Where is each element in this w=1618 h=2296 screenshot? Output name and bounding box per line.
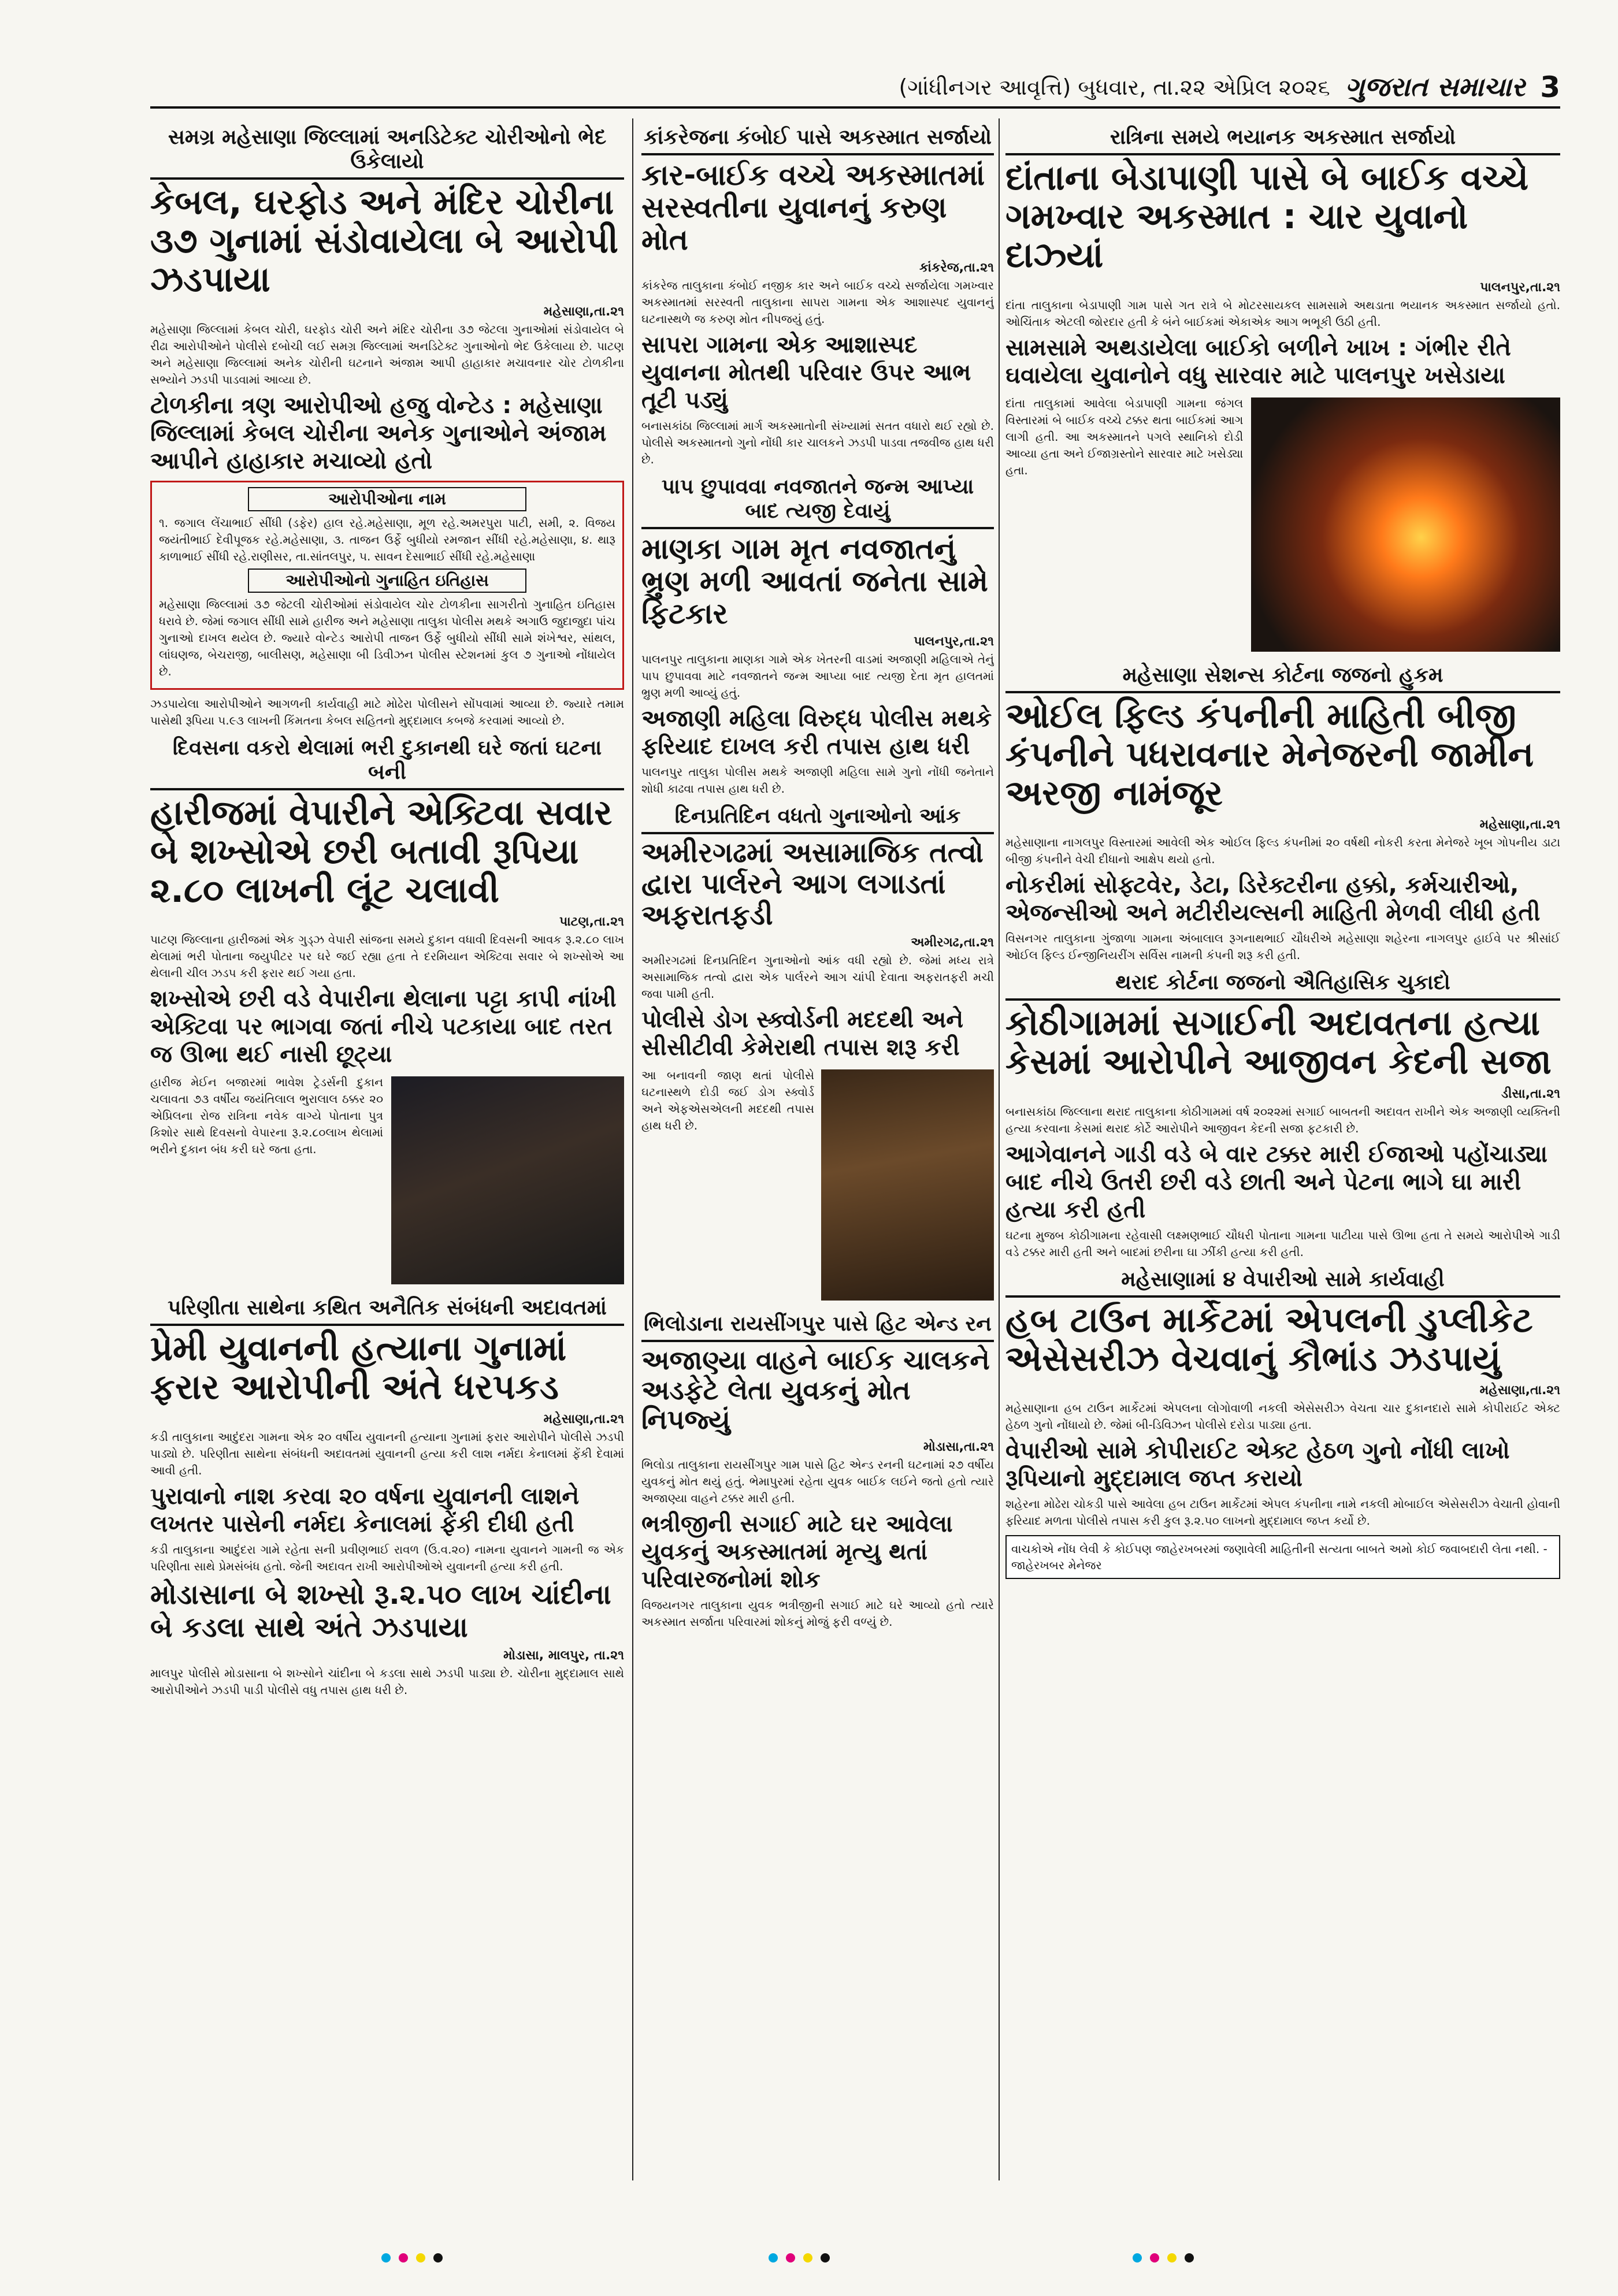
article-body: મહેસાણાના નાગલપુર વિસ્તારમાં આવેલી એક ઓઈલ ફિલ્ડ કંપનીમાં ૨૦ વર્ષથી નોકરી કરતા મેનેજરે ખૂબ ગોપનીય ડાટા બીજી કંપનીને વેચી દીધાનો આક્ષેપ થયો હતો. (1005, 835, 1560, 867)
box-title: આરોપીઓનો ગુનાહિત ઇતિહાસ (248, 569, 526, 593)
article-body: હારીજ મેઈન બજારમાં ભાવેશ ટ્રેડર્સની દુકાન ચલાવતા ૭૩ વર્ષીય જયંતિલાલ ભુરાલાલ ઠક્કર ૨૦ એપ્રિલના રોજ રાત્રિના નવેક વાગ્યે પોતાના પુત્ર કિશોર સાથે દિવસનો વેપારના રૂ.૨.૮૦લાખ થેલામાં ભરીને દુકાન બંધ કરી ઘરે જતા હતા. (150, 1075, 383, 1157)
article-subheadline: વેપારીઓ સામે કોપીરાઈટ એક્ટ હેઠળ ગુનો નોંધી લાખો રૂપિયાનો મુદ્દામાલ જપ્ત કરાયો (1005, 1437, 1510, 1492)
article-body: દાંતા તાલુકાના બેડાપાણી ગામ પાસે ગત રાત્રે બે મોટરસાયકલ સામસામે અથડાતા ભયાનક અકસ્માત સર્જાયો હતો. ઓચિંતાક એટલી જોરદાર હતી કે બંને બાઈકમાં એકાએક આગ ભભૂકી ઉઠી હતી. (1005, 298, 1560, 329)
article-body: આ બનાવની જાણ થતાં પોલીસે ઘટનાસ્થળે દોડી જઈ ડોગ સ્ક્વોર્ડ અને એફએસએલની મદદથી તપાસ હાથ ધરી છે. (641, 1068, 814, 1133)
article-body: વિજયનગર તાલુકાના યુવક ભત્રીજીની સગાઈ માટે ઘરે આવ્યો હતો ત્યારે અકસ્માત સર્જાતા પરિવારમાં શોકનું મોજું ફરી વળ્યું છે. (641, 1597, 994, 1629)
article-headline: કોઠીગામમાં સગાઈની અદાવતના હત્યા કેસમાં આરોપીને આજીવન કેદની સજા (1005, 1003, 1552, 1083)
article-body: કાંકરેજ તાલુકાના કંબોઈ નજીક કાર અને બાઈક વચ્ચે સર્જાયેલા ગમખ્વાર અકસ્માતમાં સરસ્વતી તાલુકાના સાપરા ગામના એક આશાસ્પદ યુવાનનું ઘટનાસ્થળે જ કરુણ મોત નીપજયું હતું. (641, 278, 994, 326)
article-kicker: મહેસાણા સેશન્સ કોર્ટના જજનો હુકમ (1005, 661, 1560, 693)
registration-dot (1150, 2253, 1159, 2262)
article-dateline: કાંકરેજ,તા.૨૧ (919, 261, 994, 275)
article-kicker: કાંકરેજના કંબોઈ પાસે અકસ્માત સર્જાયો (641, 123, 994, 155)
article-body: પાટણ જિલ્લાના હારીજમાં એક ગુડ્ઝ વેપારી સાંજના સમયે દુકાન વધાવી દિવસની આવક રૂ.૨.૮૦ લાખ થેલામાં ભરી પોતાના જયુપીટર પર ઘરે જઈ રહ્યા હતા તે દરમિયાન એક્ટિવા સવાર બે શખ્સોએ આ થેલાની ચીલ ઝડપ કરી ફરાર થઈ ગયા હતા. (150, 932, 624, 980)
box-title: આરોપીઓના નામ (248, 487, 526, 511)
article-headline: હબ ટાઉન માર્કેટમાં એપલની ડુપ્લીકેટ એસેસરીઝ વેચવાનું કૌભાંડ ઝડપાયું (1005, 1299, 1533, 1379)
article-dateline: પાટણ,તા.૨૧ (559, 915, 624, 930)
article-body: કડી તાલુકાના આદુંદરા ગામે રહેતા સની પ્રવીણભાઈ રાવળ (ઉ.વ.૨૦) નામના યુવાનને ગામની જ એક પરિણીતા સાથે પ્રેમસંબંધ હતો. જેની અદાવત રાખી આરોપીઓએ યુવાનની હત્યા કરી હતી. (150, 1542, 624, 1573)
box-text: મહેસાણા જિલ્લામાં ૩૭ જેટલી ચોરીઓમાં સંડોવાયેલ ચોર ટોળકીના સાગરીતો ગુનાહિત ઇતિહાસ ધરાવે છે. જેમાં જગાલ સીંધી સામે હારીજ અને મહેસાણા તાલુકા પોલીસ મથકે અગાઉ જુદાજુદા પાંચ ગુનાઓ દાખલ થયેલ છે. જ્યારે વોન્ટેડ આરોપી તાજન ઉર્ફે બુધીયો સીંધી સામે શંખેશ્વર, સાંથલ, લાંઘણજ, બેચરાજી, બાલીસણ, મહેસાણા બી ડિવીઝન પોલીસ સ્ટેશનમાં કુલ ૭ ગુનાઓ નોંધાયેલ છે. (159, 597, 615, 678)
disclaimer-notice: વાચકોએ નોંધ લેવી કે કોઈપણ જાહેરખબરમાં જણાવેલી માહિતીની સત્યતા બાબતે અમો કોઈ જવાબદારી લેતા નથી. - જાહેરખબર મેનેજર (1005, 1535, 1560, 1579)
article-body: મહેસાણાના હબ ટાઉન માર્કેટમાં એપલના લોગોવાળી નકલી એસેસરીઝ વેચતા ચાર દુકાનદારો સામે કોપીરાઈટ એક્ટ હેઠળ ગુનો નોંધાયો છે. જેમાં બી-ડિવિઝન પોલીસે દરોડા પાડ્યા હતા. (1005, 1400, 1560, 1432)
article-body: ભિલોડા તાલુકાના રાયસીંગપુર ગામ પાસે હિટ એન્ડ રનની ઘટનામાં ૨૭ વર્ષીય યુવકનું મોત થયું હતું. ભેમાપુરમાં રહેતા યુવક બાઈક લઈને જતો હતો ત્યારે અજાણ્યા વાહને ટક્કર મારી હતી. (641, 1457, 994, 1505)
article-subheadline: ભત્રીજીની સગાઈ માટે ઘર આવેલા યુવકનું અકસ્માતમાં મૃત્યુ થતાં પરિવારજનોમાં શોક (641, 1510, 953, 1593)
article-kicker: થરાદ કોર્ટના જજનો ઐતિહાસિક ચુકાદો (1005, 968, 1560, 1001)
burnt-parlour-photo (821, 1069, 994, 1301)
article-headline: દાંતાના બેડાપાણી પાસે બે બાઈક વચ્ચે ગમખ્વાર અકસ્માત : ચાર યુવાનો દાઝ્યાં (1005, 158, 1529, 276)
article-dateline: મોડાસા, માલપુર, તા.૨૧ (503, 1648, 624, 1663)
article-subheadline: સાપરા ગામના એક આશાસ્પદ યુવાનના મોતથી પરિવાર ઉપર આભ તૂટી પડ્યું (641, 332, 971, 414)
article-body: મહેસાણા જિલ્લામાં કેબલ ચોરી, ઘરફોડ ચોરી અને મંદિર ચોરીના ૩૭ જેટલા ગુનાઓમાં સંડોવાયેલ બે રીઢા આરોપીઓને પોલીસે દબોચી લઈ સમગ્ર જિલ્લામાં અનડિટેક્ટ ગુનાઓનો ભેદ ઉકેલાયા છે. પાટણ અને મહેસાણા જિલ્લામાં અનેક ચોરીની ઘટનાને અંજામ આપી હાહાકાર મચાવનાર ચોર ટોળકીના સભ્યોને ઝડપી પાડવામાં આવ્યા છે. (150, 322, 624, 387)
article-subheadline: ટોળકીના ત્રણ આરોપીઓ હજુ વોન્ટેડ : મહેસાણા જિલ્લામાં કેબલ ચોરીના અનેક ગુનાઓને અંજામ આપીને હાહાકાર મચાવ્યો હતો (150, 392, 607, 474)
registration-dot (399, 2253, 408, 2262)
article-headline: કેબલ, ઘરફોડ અને મંદિર ચોરીના ૩૭ ગુનામાં સંડોવાયેલા બે આરોપી ઝડપાયા (150, 182, 618, 300)
article-kicker: રાત્રિના સમયે ભયાનક અકસ્માત સર્જાયો (1005, 123, 1560, 155)
article-kicker: પરિણીતા સાથેના કથિત અનૈતિક સંબંધની અદાવતમાં (150, 1294, 624, 1326)
article-body: દાંતા તાલુકામાં આવેલા બેડાપાણી ગામના જંગલ વિસ્તારમાં બે બાઈક વચ્ચે ટક્કર થતા બાઈકમાં આગ લાગી હતી. આ અકસ્માતને પગલે સ્થાનિકો દોડી આવ્યા હતા અને ઈજાગ્રસ્તોને સારવાર માટે ખસેડ્યા હતા. (1005, 396, 1244, 477)
registration-dot (1185, 2253, 1194, 2262)
registration-dot (803, 2253, 812, 2262)
article-headline: પ્રેમી યુવાનની હત્યાના ગુનામાં ફરાર આરોપીની અંતે ધરપકડ (150, 1328, 567, 1408)
cctv-photo (391, 1076, 624, 1284)
registration-dot (433, 2253, 443, 2262)
box-text: ૧. જગાલ લેંચાભાઈ સીંધી (ડફેર) હાલ રહે.મહેસાણા, મૂળ રહે.અમરપુરા પાટી, સમી, ૨. વિજય જયંતીભાઈ દેવીપૂજક રહે.મહેસાણા, ૩. તાજન ઉર્ફે બુધીયો રમજાન સીંધી રહે.મહેસાણા, ૪. થારૂ કાળાભાઈ સીંધી રહે.રાણીસર, તા.સાંતલપુર, ૫. સાવન દેસાભાઈ સીંધી રહે.મહેસાણા (159, 515, 615, 563)
article-dateline: મહેસાણા,તા.૨૧ (543, 304, 624, 319)
article-subheadline: શખ્સોએ છરી વડે વેપારીના થેલાના પટ્ટા કાપી નાંખી એક્ટિવા પર ભાગવા જતાં નીચે પટકાયા બાદ તરત જ ઊભા થઈ નાસી છૂટ્યા (150, 986, 617, 1068)
article-kicker: દિનપ્રતિદિન વધતો ગુનાઓનો આંક (641, 802, 994, 834)
article-body: બનાસકાંઠા જિલ્લામાં માર્ગ અકસ્માતોની સંખ્યામાં સતત વધારો થઈ રહ્યો છે. પોલીસે અકસ્માતનો ગુનો નોંધી કાર ચાલકને ઝડપી પાડવા તજવીજ હાથ ધરી છે. (641, 419, 994, 466)
article-body: પાલનપુર તાલુકા પોલીસ મથકે અજાણી મહિલા સામે ગુનો નોંધી જનેતાને શોધી કાઢવા તપાસ હાથ ધરી છે. (641, 765, 994, 796)
registration-dot (786, 2253, 795, 2262)
registration-dot (821, 2253, 830, 2262)
article-subheadline: સામસામે અથડાયેલા બાઈકો બળીને ખાખ : ગંભીર રીતે ઘવાયેલા યુવાનોને વધુ સારવાર માટે પાલનપુર ખસેડાયા (1005, 334, 1511, 389)
article-body: અમીરગઢમાં દિનપ્રતિદિન ગુનાઓનો આંક વધી રહ્યો છે. જેમાં મધ્ય રાત્રે અસામાજિક તત્વો દ્વારા એક પાર્લરને આગ ચાંપી દેવાતા અફરાતફરી મચી જવા પામી હતી. (641, 953, 994, 1001)
article-body: કડી તાલુકાના આદુંદરા ગામના એક ૨૦ વર્ષીય યુવાનની હત્યાના ગુનામાં ફરાર આરોપીને પોલીસે ઝડપી પાડ્યો છે. પરિણીતા સાથેના સંબંધની અદાવતમાં યુવાનની હત્યા કરી લાશ નર્મદા કેનાલમાં ફેંકી દેવામાં આવી હતી. (150, 1429, 624, 1477)
column-divider (632, 118, 633, 2180)
page-number: 3 (1540, 70, 1560, 104)
registration-dot (769, 2253, 778, 2262)
article-kicker: ભિલોડાના રાયસીંગપુર પાસે હિટ એન્ડ રન (641, 1310, 994, 1342)
article-kicker: પાપ છુપાવવા નવજાતને જન્મ આપ્યા બાદ ત્યજી દેવાયું (641, 473, 994, 529)
article-body: શહેરના મોઢેરા ચોકડી પાસે આવેલા હબ ટાઉન માર્કેટમાં એપલ કંપનીના નામે નકલી મોબાઈલ એસેસરીઝ વેચાતી હોવાની ફરિયાદ મળતા પોલીસે તપાસ કરી કુલ રૂ.૨.૫૦ લાખનો મુદ્દામાલ જપ્ત કર્યો છે. (1005, 1496, 1560, 1528)
burning-bikes-photo (1251, 397, 1560, 652)
article-subheadline: પોલીસે ડોગ સ્ક્વોર્ડની મદદથી અને સીસીટીવી કેમેરાથી તપાસ શરૂ કરી (641, 1006, 964, 1061)
article-dateline: મોડાસા,તા.૨૧ (923, 1439, 994, 1454)
column-divider (999, 118, 1000, 2180)
article-body: માલપુર પોલીસે મોડાસાના બે શખ્સોને ચાંદીના બે કડલા સાથે ઝડપી પાડ્યા છે. ચોરીના મુદ્દામાલ સાથે આરોપીઓને ઝડપી પાડી પોલીસે વધુ તપાસ હાથ ધરી છે. (150, 1666, 624, 1697)
column-right (1005, 118, 1560, 2180)
registration-marks (0, 2253, 1618, 2271)
article-kicker: મહેસાણામાં ૪ વેપારીઓ સામે કાર્યવાહી (1005, 1265, 1560, 1298)
article-dateline: મહેસાણા,તા.૨૧ (1479, 1383, 1560, 1398)
article-subheadline: અજાણી મહિલા વિરુદ્ધ પોલીસ મથકે ફરિયાદ દાખલ કરી તપાસ હાથ ધરી (641, 705, 992, 760)
article-dateline: પાલનપુર,તા.૨૧ (1480, 280, 1560, 295)
article-headline: અજાણ્યા વાહને બાઈક ચાલકને અડફેટે લેતા યુવકનું મોત નિપજ્યું (641, 1344, 990, 1436)
column-middle (641, 118, 994, 2180)
article-headline: હારીજમાં વેપારીને એક્ટિવા સવાર બે શખ્સોએ છરી બતાવી રૂપિયા ૨.૮૦ લાખની લૂંટ ચલાવી (150, 792, 613, 911)
article-subheadline: આગેવાનને ગાડી વડે બે વાર ટક્કર મારી ઈજાઓ પહોંચાડ્યા બાદ નીચે ઉતરી છરી વડે છાતી અને પેટના ભાગે ઘા મારી હત્યા કરી હતી (1005, 1140, 1548, 1223)
article-kicker: સમગ્ર મહેસાણા જિલ્લામાં અનડિટેક્ટ ચોરીઓનો ભેદ ઉકેલાયો (150, 123, 624, 180)
article-subheadline: નોકરીમાં સોફ્ટવેર, ડેટા, ડિરેક્ટરીના હક્કો, કર્મચારીઓ, એજન્સીઓ અને મટીરીયલ્સની માહિતી મેળવી લીધી હતી (1005, 872, 1541, 927)
registration-dot (1133, 2253, 1142, 2262)
article-body: વિસનગર તાલુકાના ગુંજાળા ગામના અંબાલાલ રૂગનાથભાઈ ચૌધરીએ મહેસાણા શહેરના નાગલપુર હાઈવે પર શ્રીસાંઈ ઓઈલ ફિલ્ડ ઈન્જીનિયરીંગ સર્વિસ નામની કંપની શરૂ કરી હતી. (1005, 931, 1560, 963)
article-headline: મોડાસાના બે શખ્સો રૂ.૨.૫૦ લાખ ચાંદીના બે કડલા સાથે અંતે ઝડપાયા (150, 1578, 611, 1644)
masthead (150, 68, 1560, 109)
article-kicker: દિવસના વકરો થેલામાં ભરી દુકાનથી ઘરે જતાં ઘટના બની (150, 734, 624, 790)
article-body: પાલનપુર તાલુકાના માણકા ગામે એક ખેતરની વાડમાં અજાણી મહિલાએ તેનું પાપ છુપાવવા માટે નવજાતને જન્મ આપ્યા બાદ ત્યજી દેતા મૃત હાલતમાં ભ્રુણ મળી આવ્યું હતું. (641, 652, 994, 700)
article-dateline: અમીરગઢ,તા.૨૧ (911, 935, 994, 950)
registration-dot (416, 2253, 425, 2262)
article-headline: અમીરગઢમાં અસામાજિક તત્વો દ્વારા પાર્લરને આગ લગાડતાં અફરાતફડી (641, 837, 984, 931)
edition-line: (ગાંધીનગર આવૃત્તિ) બુધવાર, તા.૨૨ એપ્રિલ ૨૦૨૬ (899, 74, 1330, 100)
article-dateline: ડીસા,તા.૨૧ (1501, 1086, 1560, 1101)
article-headline: ઓઈલ ફિલ્ડ કંપનીની માહિતી બીજી કંપનીને પધરાવનાર મેનેજરની જામીન અરજી નામંજૂર (1005, 695, 1534, 813)
article-dateline: મહેસાણા,તા.૨૧ (543, 1411, 624, 1426)
article-subheadline: પુરાવાનો નાશ કરવા ૨૦ વર્ષના યુવાનની લાશને લખતર પાસેની નર્મદા કેનાલમાં ફેંકી દીધી હતી (150, 1483, 580, 1537)
article-body: ઝડપાયેલા આરોપીઓને આગળની કાર્યવાહી માટે મોઢેરા પોલીસને સોંપવામાં આવ્યા છે. જ્યારે તમામ પાસેથી રૂપિયા ૫.૯૩ લાખની કિંમતના કેબલ સહિતનો મુદ્દામાલ કબજે કરવામાં આવ્યો છે. (150, 696, 624, 727)
article-dateline: મહેસાણા,તા.૨૧ (1479, 818, 1560, 833)
newspaper-brand: ગુજરાત સમાચાર (1345, 71, 1526, 102)
column-left (150, 118, 624, 2180)
registration-dot (1167, 2253, 1177, 2262)
accused-names-box (150, 481, 624, 690)
article-body: ઘટના મુજબ કોઠીગામના રહેવાસી લક્ષ્મણભાઈ ચૌધરી પોતાના ગામના પાટીયા પાસે ઊભા હતા તે સમયે આરોપીએ ગાડી વડે ટક્કર મારી હતી અને બાદમાં છરીના ઘા ઝીંકી હત્યા કરી હતી. (1005, 1228, 1560, 1259)
registration-dot (381, 2253, 391, 2262)
article-dateline: પાલનપુર,તા.૨૧ (914, 634, 994, 649)
article-headline: માણકા ગામ મૃત નવજાતનું ભ્રુણ મળી આવતાં જનેતા સામે ફિટકાર (641, 532, 988, 630)
article-body: બનાસકાંઠા જિલ્લાના થરાદ તાલુકાના કોઠીગામમાં વર્ષ ૨૦૨૨માં સગાઈ બાબતની અદાવત રાખીને એક અજાણી વ્યક્તિની હત્યા કરવાના કેસમાં થરાદ કોર્ટે આરોપીને આજીવન કેદની સજા ફટકારી છે. (1005, 1104, 1560, 1135)
article-headline: કાર-બાઈક વચ્ચે અકસ્માતમાં સરસ્વતીના યુવાનનું કરુણ મોત (641, 158, 985, 257)
